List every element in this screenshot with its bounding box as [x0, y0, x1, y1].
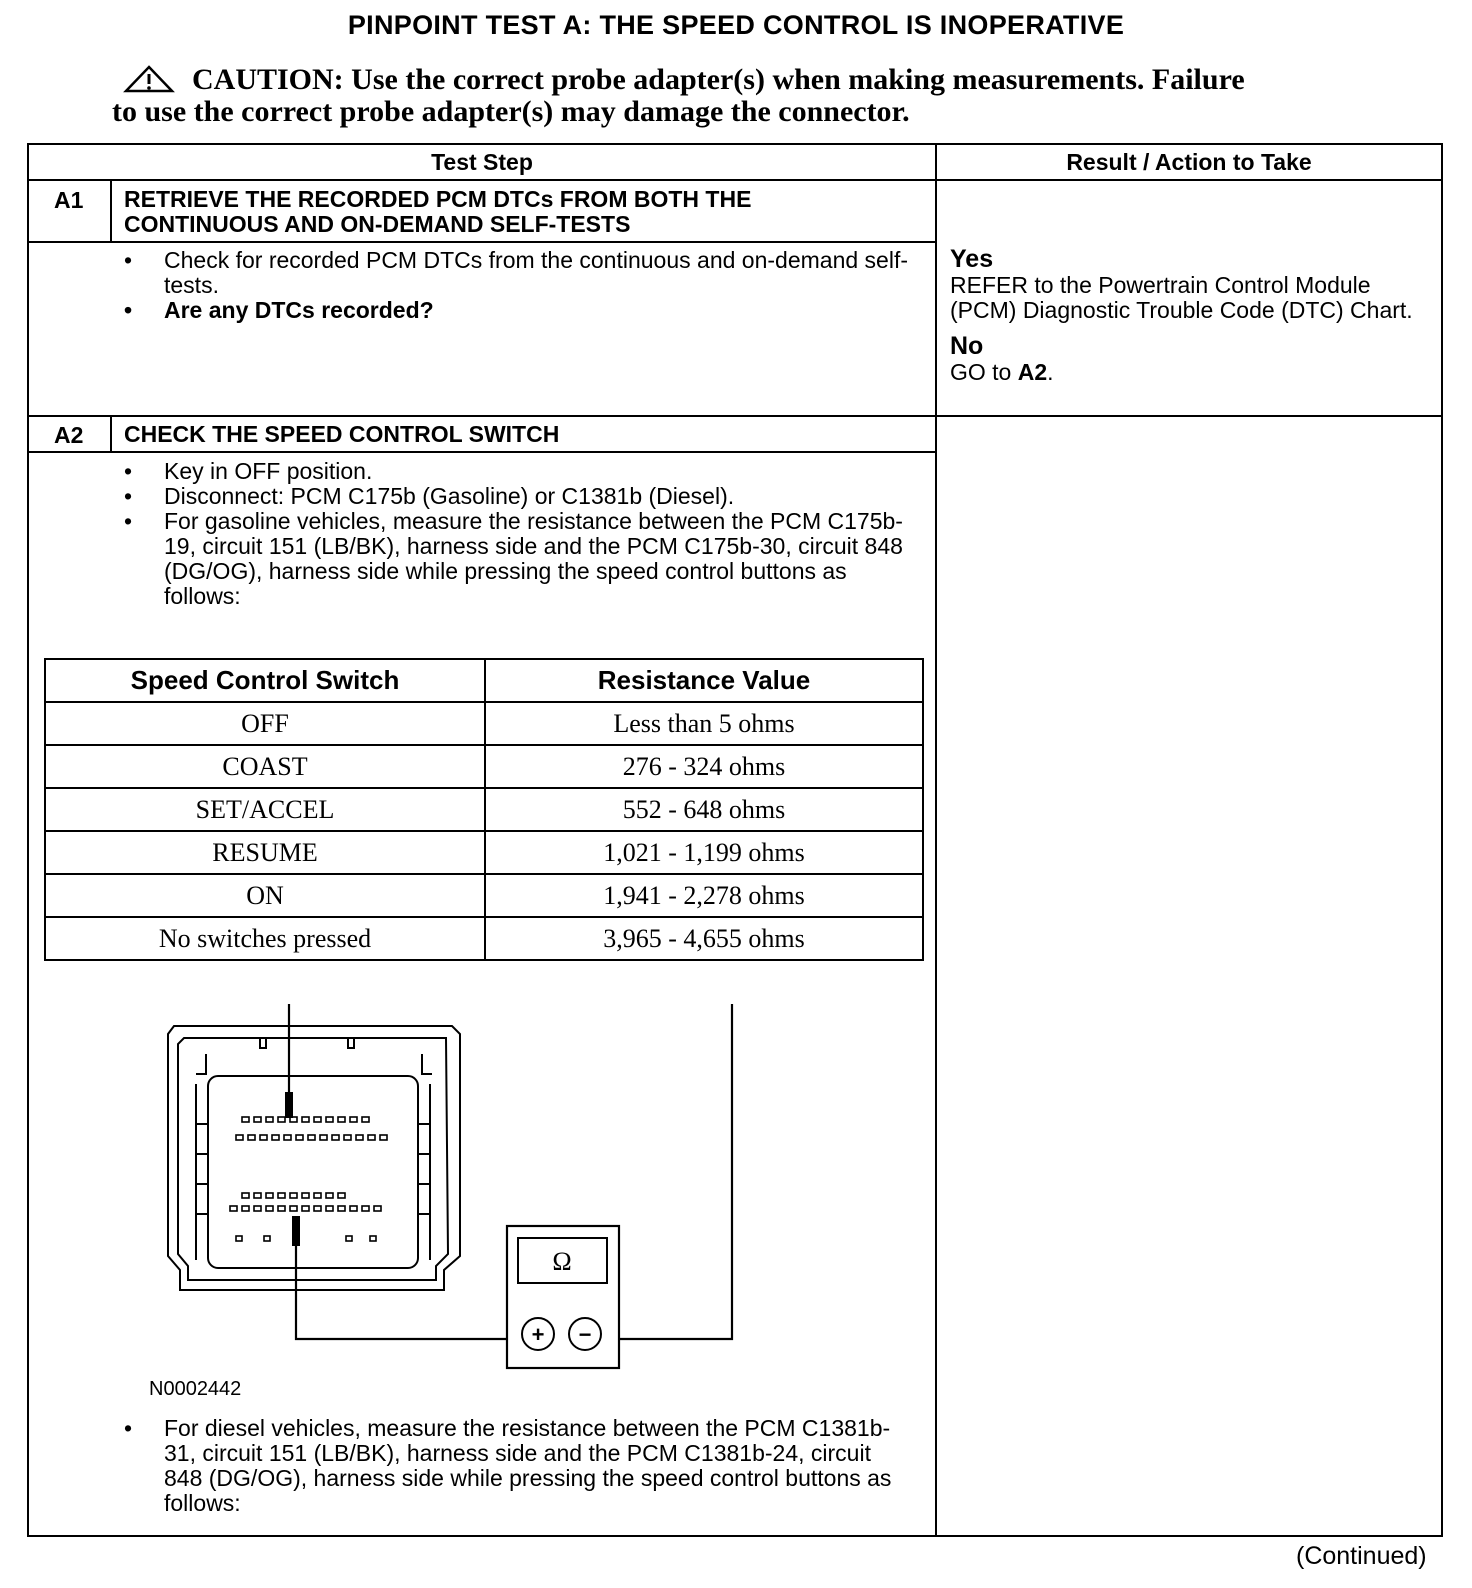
plus-terminal: + [531, 1322, 545, 1347]
step-a1-number: A1 [54, 187, 84, 213]
list-item: • For diesel vehicles, measure the resistance between the PCM C1381b-31, circuit 151 (LB/BK), harness side and the PCM C1381b-24, circuit 848 (DG/OG), harness side while pressing the speed control buttons as follows: [120, 1416, 910, 1516]
connector-ohmmeter-diagram [160, 1004, 760, 1374]
list-item: • For gasoline vehicles, measure the resistance between the PCM C175b-19, circuit 151 (LB/BK), harness side and the PCM C175b-30, circuit 848 (DG/OG), harness side while pressing the speed control buttons as follows: [120, 509, 910, 609]
list-item: • Key in OFF position. [120, 459, 910, 484]
step-a2-bullets [120, 459, 910, 609]
yes-label: Yes [950, 245, 994, 273]
pcm-connector-icon [168, 1026, 460, 1290]
caution-block [112, 64, 1342, 128]
minus-terminal: − [578, 1322, 592, 1347]
table-header-row [45, 659, 923, 702]
resistance-cell: 276 - 324 ohms [485, 745, 923, 788]
warning-triangle-icon [122, 65, 176, 93]
resistance-cell: 1,021 - 1,199 ohms [485, 831, 923, 874]
table-row [45, 745, 923, 788]
no-label: No [950, 332, 984, 360]
resistance-cell: 1,941 - 2,278 ohms [485, 874, 923, 917]
switch-cell: No switches pressed [45, 917, 485, 960]
column-header: Resistance Value [485, 659, 923, 702]
header-result: Result / Action to Take [1066, 149, 1312, 175]
page-title: PINPOINT TEST A: THE SPEED CONTROL IS INOPERATIVE [347, 10, 1125, 40]
caution-text-line1: CAUTION: Use the correct probe adapter(s) when making measurements. Failure [192, 63, 1245, 96]
column-divider [935, 143, 937, 1537]
step-a2-number: A2 [54, 422, 84, 448]
terminal-rows [230, 1117, 387, 1241]
step-a1-bullets [120, 248, 910, 323]
step-number-divider-a2 [110, 416, 112, 452]
table-row [45, 831, 923, 874]
switch-cell: RESUME [45, 831, 485, 874]
column-header: Speed Control Switch [45, 659, 485, 702]
table-row [45, 788, 923, 831]
resistance-cell: 3,965 - 4,655 ohms [485, 917, 923, 960]
switch-cell: COAST [45, 745, 485, 788]
resistance-cell: 552 - 648 ohms [485, 788, 923, 831]
goto-a2-link[interactable]: A2 [1017, 359, 1048, 385]
resistance-table [44, 658, 924, 961]
ohmmeter-icon [507, 1226, 619, 1368]
step-a2-heading: CHECK THE SPEED CONTROL SWITCH [124, 421, 560, 447]
step-a1-result [950, 245, 1435, 385]
continued-label: (Continued) [1296, 1542, 1427, 1570]
a1-heading-divider [27, 241, 936, 243]
list-item: • Disconnect: PCM C175b (Gasoline) or C1381b (Diesel). [120, 484, 910, 509]
a1-a2-divider [27, 415, 1443, 417]
header-test-step: Test Step [431, 149, 533, 175]
switch-cell: SET/ACCEL [45, 788, 485, 831]
a2-heading-divider [27, 451, 936, 453]
ohm-symbol: Ω [552, 1247, 572, 1276]
step-a2-diesel-bullet [120, 1416, 910, 1516]
switch-cell: OFF [45, 702, 485, 745]
yes-action: REFER to the Powertrain Control Module (PCM) Diagnostic Trouble Code (DTC) Chart. [950, 272, 1413, 323]
figure-id: N0002442 [149, 1378, 242, 1400]
caution-text-line2: to use the correct probe adapter(s) may damage the connector. [112, 95, 910, 128]
step-number-divider-a1 [110, 180, 112, 242]
no-action: GO to A2. [950, 359, 1054, 385]
list-item: • Are any DTCs recorded? [120, 298, 910, 323]
step-a1-heading: RETRIEVE THE RECORDED PCM DTCs FROM BOTH THE CONTINUOUS AND ON-DEMAND SELF-TESTS [124, 186, 752, 237]
switch-cell: ON [45, 874, 485, 917]
list-item: • Check for recorded PCM DTCs from the continuous and on-demand self-tests. [120, 248, 910, 298]
probe-icon [285, 1092, 300, 1246]
table-row [45, 702, 923, 745]
table-row [45, 874, 923, 917]
resistance-cell: Less than 5 ohms [485, 702, 923, 745]
table-row [45, 917, 923, 960]
header-divider [27, 179, 1443, 181]
